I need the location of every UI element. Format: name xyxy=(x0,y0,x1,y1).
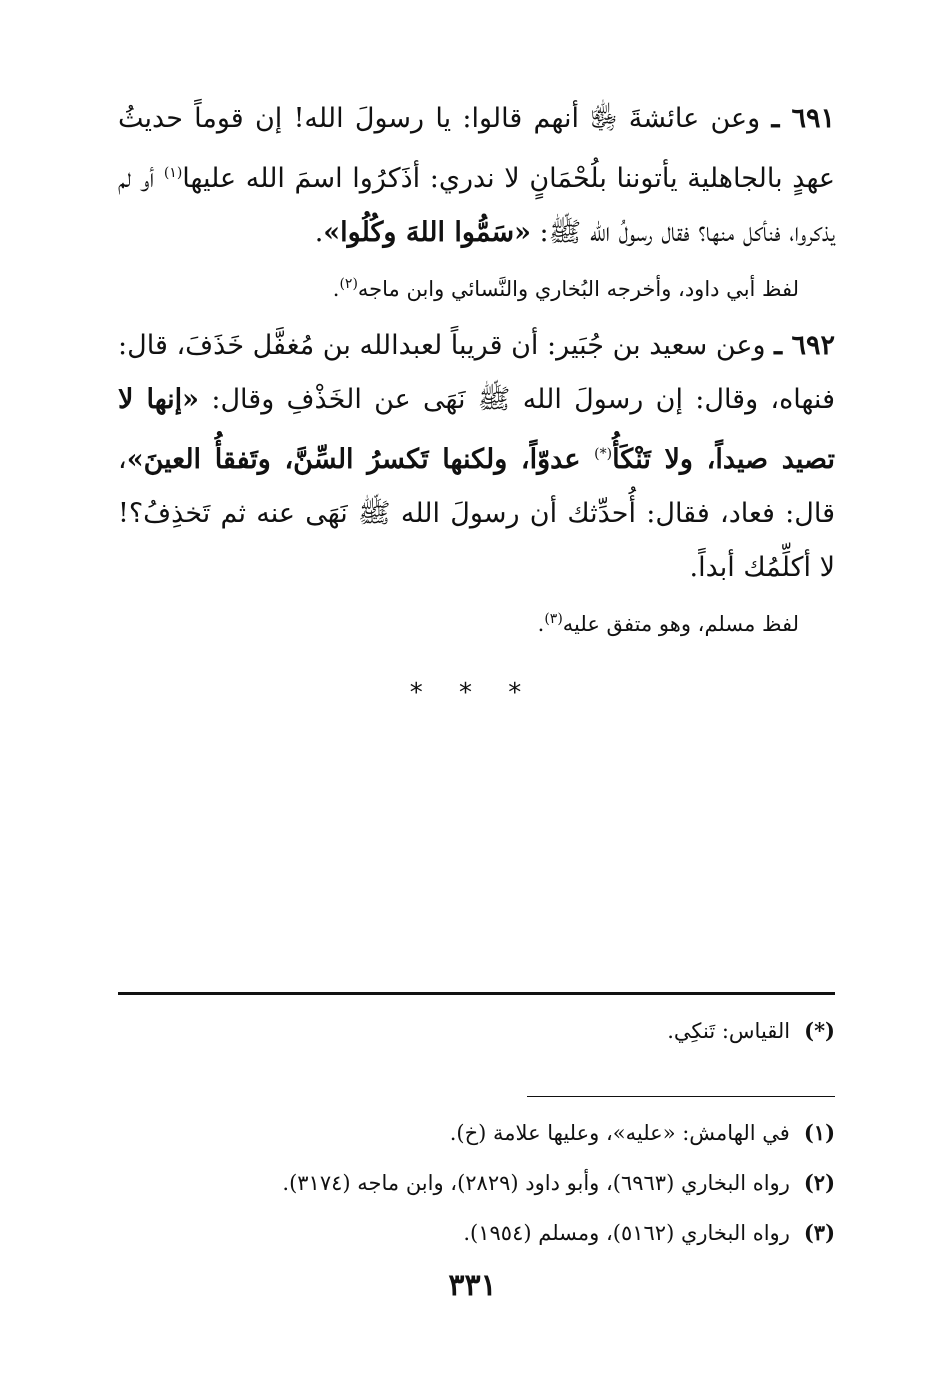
footnote-text: رواه البخاري (٦٩٦٣)، وأبو داود (٢٨٢٩)، وابن ماجه (٣١٧٤). xyxy=(282,1171,790,1195)
prophetic-quote: «سَمُّوا اللهَ وكُلُوا» xyxy=(323,217,531,248)
footnote-short-divider xyxy=(527,1096,835,1097)
footnotes xyxy=(118,1108,835,1258)
footnote-mark: (٣) xyxy=(803,1220,835,1245)
hadith-text: أو لم يذكروا، فنأكل منها؟ فقال رسولُ الله ﷺ: xyxy=(118,163,835,248)
punctuation: . xyxy=(314,217,324,248)
hadith-text: ، قال: فعاد، فقال: أُحدِّثك أن رسولَ الله ﷺ نَهَى عنه ثم تَخذِفُ؟! لا أكلِّمُك أبداً. xyxy=(118,444,835,583)
footnote-text: في الهامش: «عليه»، وعليها علامة (خ). xyxy=(449,1121,790,1145)
footnote-3 xyxy=(118,1208,835,1258)
punctuation: . xyxy=(332,277,340,301)
source-text: لفظ مسلم، وهو متفق عليه xyxy=(562,612,799,636)
hadith-source xyxy=(118,599,799,644)
main-text xyxy=(118,92,835,654)
footnote-mark: (*) xyxy=(804,1018,835,1043)
footnote-ref: (*) xyxy=(594,446,613,462)
hadith-691 xyxy=(118,92,835,260)
footnote-text: رواه البخاري (٥١٦٢)، ومسلم (١٩٥٤). xyxy=(463,1221,790,1245)
section-separator: * * * xyxy=(409,678,536,708)
editor-note xyxy=(118,1014,835,1048)
footnote-mark: (٢) xyxy=(803,1170,835,1195)
footnote-mark: (١) xyxy=(803,1120,835,1145)
source-text: لفظ أبي داود، وأخرجه البُخاري والنَّسائي وابن ماجه xyxy=(357,277,799,301)
hadith-source xyxy=(118,264,799,309)
footnote-1 xyxy=(118,1108,835,1158)
hadith-text: وعن سعيد بن جُبَير: أن قريباً لعبدالله بن مُغفَّل خَذَفَ، قال: فنهاه، وقال: إن رسولَ الله ﷺ نَهَى عن الخَذْفِ وقال: xyxy=(118,330,835,415)
hadith-text: وعن عائشةَ ﵂ أنهم قالوا: يا رسولَ الله! إن قوماً حديثُ عهدٍ بالجاهلية يأتوننا بلُحْمَانٍ لا ندري: أذَكرُوا اسمَ الله عليها xyxy=(118,103,835,194)
hadith-692 xyxy=(118,319,835,595)
footnote-divider xyxy=(118,992,835,995)
footnote-ref: (١) xyxy=(163,165,183,181)
prophetic-quote: عدوّاً، ولكنها تَكسرُ السِّنَّ، وتَفقأُ العينَ» xyxy=(126,444,595,475)
footnote-2 xyxy=(118,1158,835,1208)
footnote-ref: (٢) xyxy=(339,276,358,292)
hadith-number: ٦٩٢ ـ xyxy=(774,330,836,361)
hadith-number: ٦٩١ ـ xyxy=(771,103,836,134)
footnote-ref: (٣) xyxy=(544,611,563,627)
punctuation: . xyxy=(537,612,545,636)
footnote-text: القياس: تَنكِي. xyxy=(667,1019,791,1043)
prophetic-quote: «إنها لا تصيد صيداً، ولا تَنْكَأُ xyxy=(118,384,835,475)
page-number: ٣٣١ xyxy=(448,1268,497,1303)
